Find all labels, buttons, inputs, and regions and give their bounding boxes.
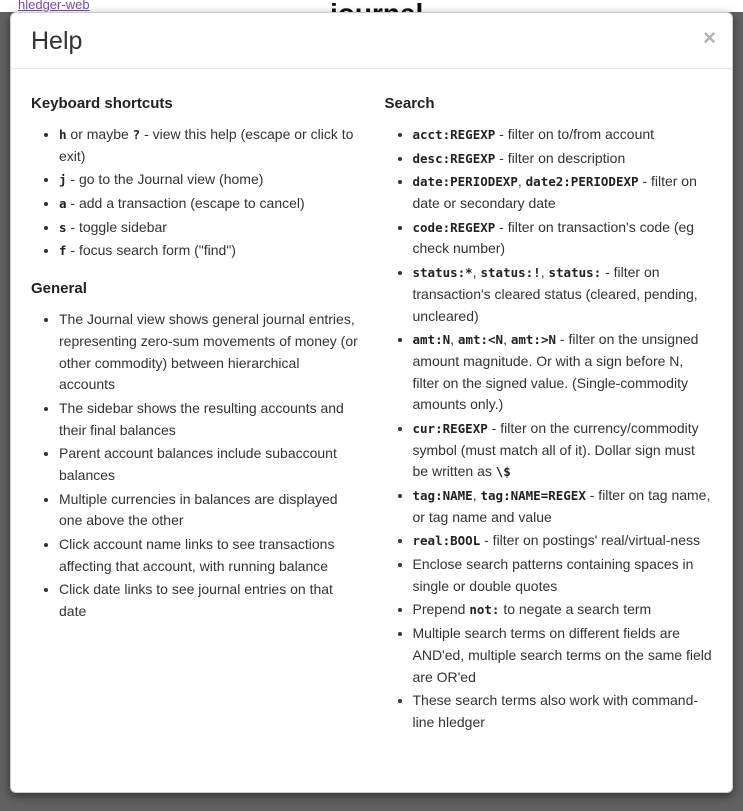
help-list-item: • tag:NAME, tag:NAME=REGEX - filter on tag name, or tag name and value [413, 485, 713, 528]
left-column [31, 77, 359, 744]
help-list-item: • f - focus search form ("find") [59, 240, 359, 262]
help-list-item: • cur:REGEXP - filter on the currency/commodity symbol (must match all of it). Dollar sign must be written as \$ [413, 418, 713, 483]
code-span: status:* [412, 265, 473, 281]
help-list-item: • status:*, status:!, status: - filter on transaction's cleared status (cleared, pending, uncleared) [413, 262, 713, 327]
help-modal [10, 12, 733, 793]
brand-link[interactable]: hledger-web [18, 0, 90, 12]
help-list-item: • a - add a transaction (escape to cancel) [59, 193, 359, 215]
section-heading-keyboard-shortcuts: Keyboard shortcuts [31, 95, 173, 112]
code-span: f [59, 243, 67, 259]
help-list-item: • amt:N, amt:<N, amt:>N - filter on the unsigned amount magnitude. Or with a sign before N, filter on the signed value. (Single-commodity amounts only.) [413, 329, 713, 416]
modal-body [11, 69, 732, 764]
help-list-item: • h or maybe ? - view this help (escape or click to exit) [59, 124, 359, 167]
code-span: tag:NAME=REGEX [480, 488, 586, 503]
code-span: amt:>N [510, 332, 557, 348]
help-list-item: • j - go to the Journal view (home) [59, 169, 359, 191]
help-list-item: • code:REGEXP - filter on transaction's code (eg check number) [413, 217, 713, 260]
code-span: date2:PERIODEXP [525, 174, 639, 190]
general-list [31, 309, 359, 623]
help-list-item: • Multiple search terms on different fields are AND'ed, multiple search terms on the same field are OR'ed [413, 623, 713, 688]
code-span: ? [132, 127, 141, 142]
modal-title: Help [31, 27, 83, 55]
help-list-item: • Parent account balances include subaccount balances [59, 443, 359, 486]
code-span: date:PERIODEXP [412, 174, 518, 190]
help-list-item: • real:BOOL - filter on postings' real/virtual-ness [413, 530, 713, 552]
code-span: \$ [495, 464, 511, 480]
help-list-item: • Enclose search patterns containing spaces in single or double quotes [413, 554, 713, 597]
help-list-item: • The Journal view shows general journal entries, representing zero-sum movements of money (or other commodity) between hierarchical accounts [59, 309, 359, 396]
help-list-item: • Prepend not: to negate a search term [413, 599, 713, 621]
help-list-item: • Click date links to see journal entries on that date [59, 579, 359, 622]
section-heading-general: General [31, 280, 87, 298]
code-span: real:BOOL [412, 533, 481, 549]
help-list-item: • These search terms also work with command-line hledger [413, 690, 713, 733]
code-span: status: [548, 265, 602, 281]
section-heading-search: Search [384, 95, 435, 112]
code-span: a [59, 196, 67, 212]
code-span: desc:REGEXP [412, 150, 496, 166]
keyboard-shortcuts-list [31, 124, 359, 262]
code-span: acct:REGEXP [412, 127, 496, 142]
code-span: status:! [480, 265, 541, 281]
code-span: h [59, 127, 67, 142]
code-span: code:REGEXP [412, 219, 496, 235]
code-span: amt:N [412, 332, 451, 348]
help-list-item: • Click account name links to see transactions affecting that account, with running balance [59, 534, 359, 577]
search-list [385, 124, 713, 734]
close-icon[interactable]: × [703, 25, 716, 50]
code-span: j [59, 172, 67, 188]
help-list-item: • acct:REGEXP - filter on to/from account [413, 124, 713, 146]
code-span: amt:<N [457, 332, 504, 348]
code-span: s [59, 219, 67, 235]
right-column [385, 77, 713, 744]
help-list-item: • desc:REGEXP - filter on description [413, 148, 713, 170]
code-span: cur:REGEXP [412, 420, 488, 436]
code-span: not: [469, 602, 500, 618]
help-list-item: • date:PERIODEXP, date2:PERIODEXP - filter on date or secondary date [413, 171, 713, 214]
help-list-item: • s - toggle sidebar [59, 217, 359, 239]
modal-header [11, 13, 732, 69]
help-list-item: • The sidebar shows the resulting accounts and their final balances [59, 398, 359, 441]
help-list-item: • Multiple currencies in balances are displayed one above the other [59, 489, 359, 532]
code-span: tag:NAME [412, 488, 473, 503]
